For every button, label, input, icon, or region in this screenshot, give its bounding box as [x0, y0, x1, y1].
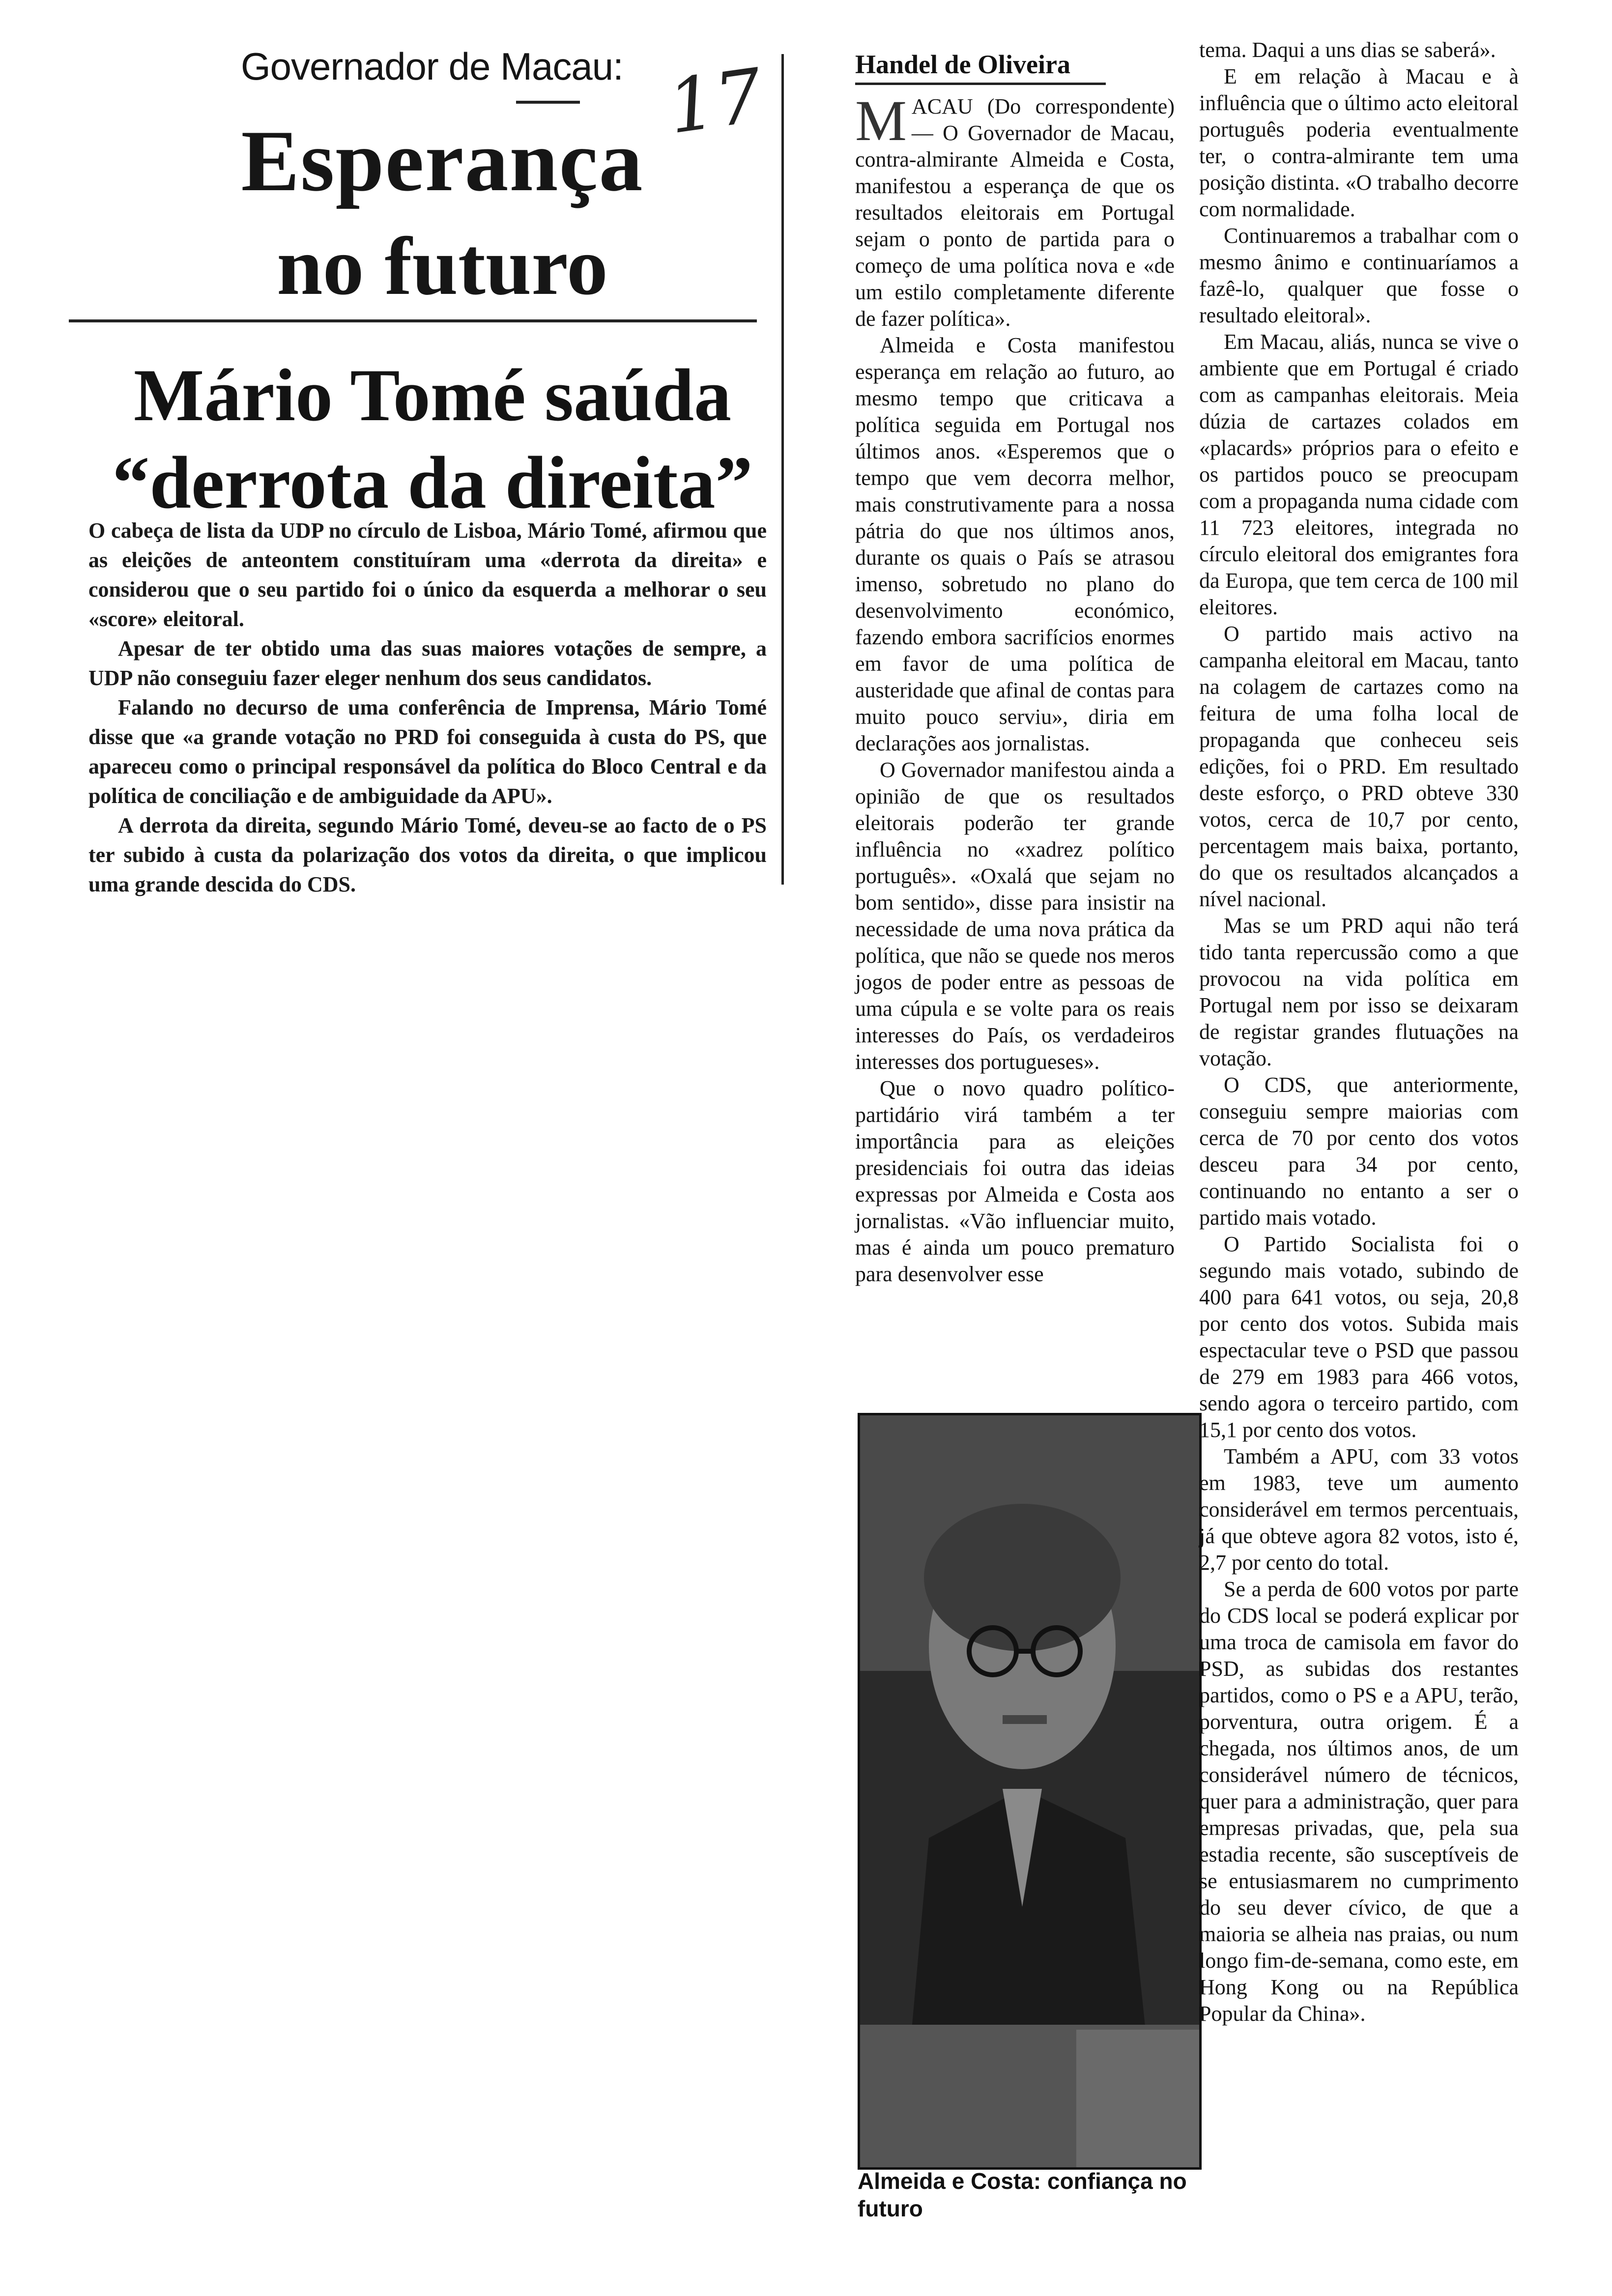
article-paragraph: Almeida e Costa manifestou esperança em relação ao futuro, ao mesmo tempo que criticava a política seguida em Portugal nos últimos anos. «Esperemos que o tempo que vem decorra melhor, mais construtivamente para a nossa pátria do que nos últimos anos, durante os quais o País se atrasou imenso, sobretudo no plano do desenvolvimento económico, fazendo embora sacrifícios enormes em favor de uma política de austeridade que afinal de contas para muito pouco serviu», diria em declarações aos jornalistas. [855, 333, 1175, 755]
article-paragraph: E em relação à Macau e à influência que o último acto eleitoral português poderia eventualmente ter, o contra-almirante tem uma posição distinta. «O trabalho decorre com normalidade. [1199, 64, 1519, 221]
tome-article-body [88, 516, 767, 899]
macau-article-column-2 [855, 88, 1175, 1288]
article-paragraph: Em Macau, aliás, nunca se vive o ambiente que em Portugal é criado com as campanhas eleitorais. Meia dúzia de cartazes colados em «placards» próprios para o efeito e os partidos pouco se preocupam com a propaganda numa cidade com 11 723 eleitores, integrada no círculo eleitoral dos emigrantes fora da Europa, que tem cerca de 100 mil eleitores. [1199, 330, 1519, 619]
headline-tome [88, 351, 777, 526]
article-paragraph: O partido mais activo na campanha eleitoral em Macau, tanto na colagem de cartazes como na feitura de uma folha local de propaganda que conheceu seis edições, foi o PRD. Em resultado deste esforço, o PRD obteve 330 votos, cerca de 10,7 por cento, percentagem mais baixa, portanto, do que os resultados alcançados a nível nacional. [1199, 622, 1519, 911]
handwritten-mark: 17 [662, 53, 768, 151]
tome-paragraph: A derrota da direita, segundo Mário Tomé, deveu-se ao facto de o PS ter subido à custa da polarização dos votos da direita, o que implicou uma grande descida do CDS. [88, 813, 767, 896]
column-rule [781, 54, 784, 885]
article-paragraph: Continuaremos a trabalhar com o mesmo ânimo e continuaríamos a fazê-lo, qualquer que fosse o resultado eleitoral». [1199, 224, 1519, 327]
article-paragraph: O Partido Socialista foi o segundo mais votado, subindo de 400 para 641 votos, ou seja, 20,8 por cento dos votos. Subida mais espectacular teve o PSD que passou de 279 em 1983 para 466 votos, sendo agora o terceiro partido, com 15,1 por cento dos votos. [1199, 1232, 1519, 1442]
headline-macau-line1: Esperança [241, 112, 644, 209]
tome-paragraph: O cabeça de lista da UDP no círculo de Lisboa, Mário Tomé, afirmou que as eleições de anteontem constituíram uma «derrota da direita» e considerou que o seu partido foi o único da esquerda a melhorar o seu «score» eleitoral. [88, 518, 767, 631]
article-paragraph: O Governador manifestou ainda a opinião de que os resultados eleitorais poderão ter grande influência no «xadrez político português». «Oxalá que sejam no bom sentido», disse para insistir na necessidade de uma nova prática da política, que não se quede nos meros jogos de poder entre as pessoas de uma cúpula e se volte para os reais interesses do País, os verdadeiros interesses dos portugueses». [855, 758, 1175, 1074]
photo-caption: Almeida e Costa: confiança no futuro [858, 2168, 1187, 2221]
byline: Handel de Oliveira [855, 50, 1070, 79]
kicker-rule [516, 101, 580, 104]
photo-almeida-e-costa [858, 1413, 1202, 2170]
byline-rule [855, 83, 1106, 85]
tome-paragraph: Falando no decurso de uma conferência de Imprensa, Mário Tomé disse que «a grande votação no PRD foi conseguida à custa do PS, que apareceu como o principal responsável da política do Bloco Central e da política de conciliação e de ambiguidade da APU». [88, 695, 767, 808]
headline-macau-line2: no futuro [277, 221, 608, 312]
article-paragraph: O CDS, que anteriormente, conseguiu sempre maiorias com cerca de 70 por cento dos votos desceu para 34 por cento, continuando no entanto a ser o partido mais votado. [1199, 1073, 1519, 1230]
article-paragraph: tema. Daqui a uns dias se saberá». [1199, 38, 1496, 62]
lead-paragraph-text: ACAU (Do correspondente) — O Governador de Macau, contra-almirante Almeida e Costa, manifestou a esperança de que os resultados eleitorais em Portugal sejam o ponto de partida para o começo de uma política nova e «de um estilo completamente diferente de fazer política». [855, 94, 1175, 331]
lead-paragraph [855, 88, 1175, 332]
article-paragraph: Se a perda de 600 votos por parte do CDS local se poderá explicar por uma troca de camisola em favor do PSD, as subidas dos restantes partidos, como o PS e a APU, terão, porventura, outra origem. É a chegada, nos últimos anos, de um considerável número de técnicos, quer para a administração, quer para empresas privadas, que, pela sua estadia recente, são susceptíveis de se entusiasmarem no cumprimento do seu dever cívico, de que a maioria se alheia nas praias, ou num longo fim-de-semana, como este, em Hong Kong ou na República Popular da China». [1199, 1577, 1519, 2026]
headline-tome-line2: “derrota da direita” [112, 441, 753, 524]
article-paragraph: Também a APU, com 33 votos em 1983, teve um aumento considerável em termos percentuais, já que obteve agora 82 votos, isto é, 2,7 por cento do total. [1199, 1444, 1519, 1575]
article-paragraph: Mas se um PRD aqui não terá tido tanta repercussão como a que provocou na vida política em Portugal nem por isso se deixaram de registar grandes flutuações na votação. [1199, 914, 1519, 1070]
dropcap: M [855, 88, 907, 153]
portrait-image [860, 1415, 1199, 2167]
tome-paragraph: Apesar de ter obtido uma das suas maiores votações de sempre, a UDP não conseguiu fazer eleger nenhum dos seus candidatos. [88, 636, 767, 690]
article-paragraph: Que o novo quadro político-partidário virá também a ter importância para as eleições presidenciais foi outra das ideias expressas por Almeida e Costa aos jornalistas. «Vão influenciar muito, mas é ainda um pouco prematuro para desenvolver esse [855, 1076, 1175, 1286]
macau-article-column-3 [1199, 37, 1519, 2027]
headline-macau [147, 108, 737, 319]
section-rule [69, 319, 757, 322]
kicker: Governador de Macau: [241, 45, 623, 88]
headline-tome-line1: Mário Tomé saúda [133, 354, 732, 436]
